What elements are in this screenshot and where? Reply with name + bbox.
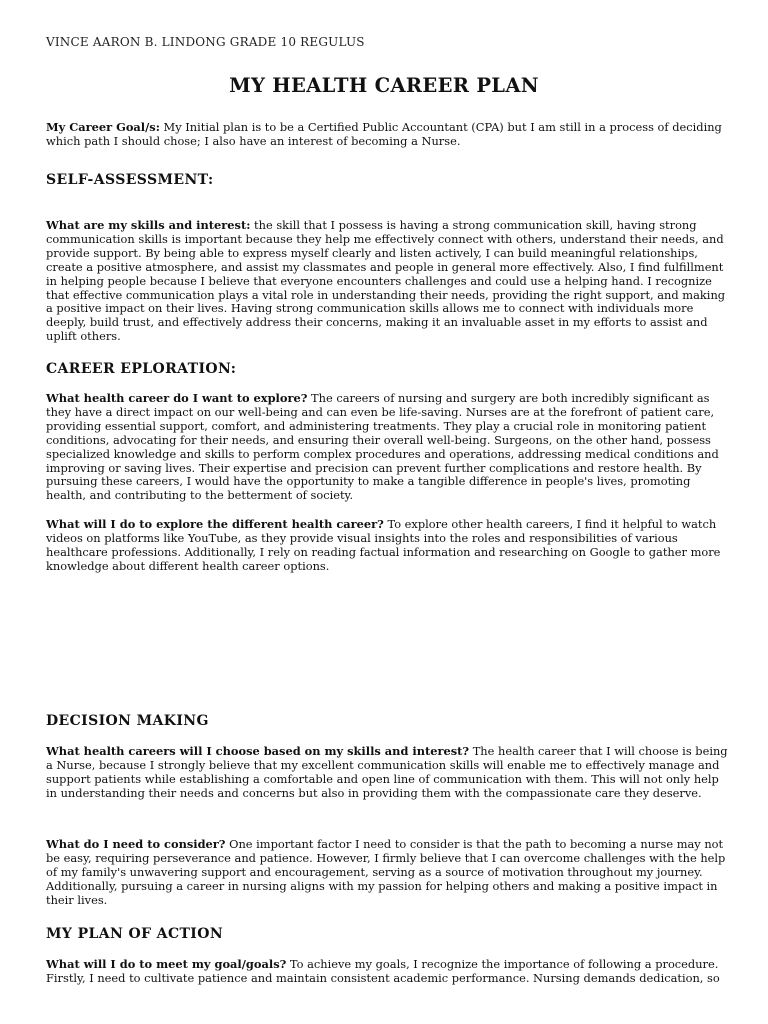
consider-paragraph	[46, 838, 730, 908]
explore-methods-label: What will I do to explore the different health career?	[46, 517, 384, 531]
skills-interest-text: the skill that I possess is having a strong communication skill, having strong communication skills is important because they help me effectively connect with others, understand their needs, and provide support. By being able to express myself clearly and listen actively, I can build meaningful relationships, create a positive atmosphere, and assist my classmates and people in general more effectively. Also, I find fulfillment in helping people because I believe that everyone encounters challenges and could use a helping hand. I recognize that effective communication plays a vital role in understanding their needs, providing the right support, and making a positive impact on their lives. Having strong communication skills allows me to connect with individuals more deeply, build trust, and effectively address their concerns, making it an invaluable asset in my efforts to assist and uplift others.	[46, 218, 726, 344]
career-goal-label: My Career Goal/s:	[46, 120, 160, 134]
career-exploration-heading: CAREER EPLORATION:	[46, 361, 237, 377]
explore-methods-paragraph	[46, 518, 730, 574]
meet-goals-label: What will I do to meet my goal/goals?	[46, 957, 287, 971]
choose-career-paragraph	[46, 745, 730, 801]
career-goal-text: My Initial plan is to be a Certified Public Accountant (CPA) but I am still in a process of deciding which path I should chose; I also have an interest of becoming a Nurse.	[46, 120, 722, 148]
skills-interest-label: What are my skills and interest:	[46, 218, 251, 232]
plan-of-action-heading: MY PLAN OF ACTION	[46, 926, 224, 942]
explore-career-text: The careers of nursing and surgery are both incredibly significant as they have a direct impact on our well-being and can even be life-saving. Nurses are at the forefront of patient care, providing essential support, comfort, and administering treatments. They play a crucial role in monitoring patient conditions, advocating for their needs, and ensuring their overall well-being. Surgeons, on the other hand, possess specialized knowledge and skills to perform complex procedures and operations, addressing medical conditions and improving or saving lives. Their expertise and precision can prevent further complications and restore health. By pursuing these careers, I would have the opportunity to make a tangible difference in people's lives, promoting health, and contributing to the betterment of society.	[46, 391, 719, 503]
consider-text: One important factor I need to consider is that the path to becoming a nurse may not be easy, requiring perseverance and patience. However, I firmly believe that I can overcome challenges with the help of my family's unwavering support and encouragement, serving as a source of motivation throughout my journey. Additionally, pursuing a career in nursing aligns with my passion for helping others and making a positive impact in their lives.	[46, 837, 726, 907]
career-goal-paragraph	[46, 121, 730, 149]
choose-career-text: The health career that I will choose is being a Nurse, because I strongly believe that my excellent communication skills will enable me to effectively manage and support patients while establishing a comfortable and open line of communication with them. This will not only help in understanding their needs and concerns but also in providing them with the compassionate care they deserve.	[46, 744, 728, 800]
skills-interest-paragraph	[46, 219, 730, 344]
explore-career-label: What health career do I want to explore?	[46, 391, 308, 405]
student-name-line: VINCE AARON B. LINDONG GRADE 10 REGULUS	[46, 35, 365, 49]
page-title: MY HEALTH CAREER PLAN	[229, 74, 539, 97]
choose-career-label: What health careers will I choose based on my skills and interest?	[46, 744, 470, 758]
explore-methods-text: To explore other health careers, I find it helpful to watch videos on platforms like YouTube, as they provide visual insights into the roles and responsibilities of various healthcare professions. Additionally, I rely on reading factual information and researching on Google to gather more knowledge about different health career options.	[46, 517, 721, 573]
consider-label: What do I need to consider?	[46, 837, 226, 851]
meet-goals-paragraph	[46, 958, 730, 986]
self-assessment-heading: SELF-ASSESSMENT:	[46, 172, 214, 188]
decision-making-heading: DECISION MAKING	[46, 713, 209, 729]
meet-goals-text: To achieve my goals, I recognize the importance of following a procedure. Firstly, I need to cultivate patience and maintain consistent academic performance. Nursing demands dedication, so	[46, 957, 720, 985]
explore-career-paragraph	[46, 392, 730, 503]
